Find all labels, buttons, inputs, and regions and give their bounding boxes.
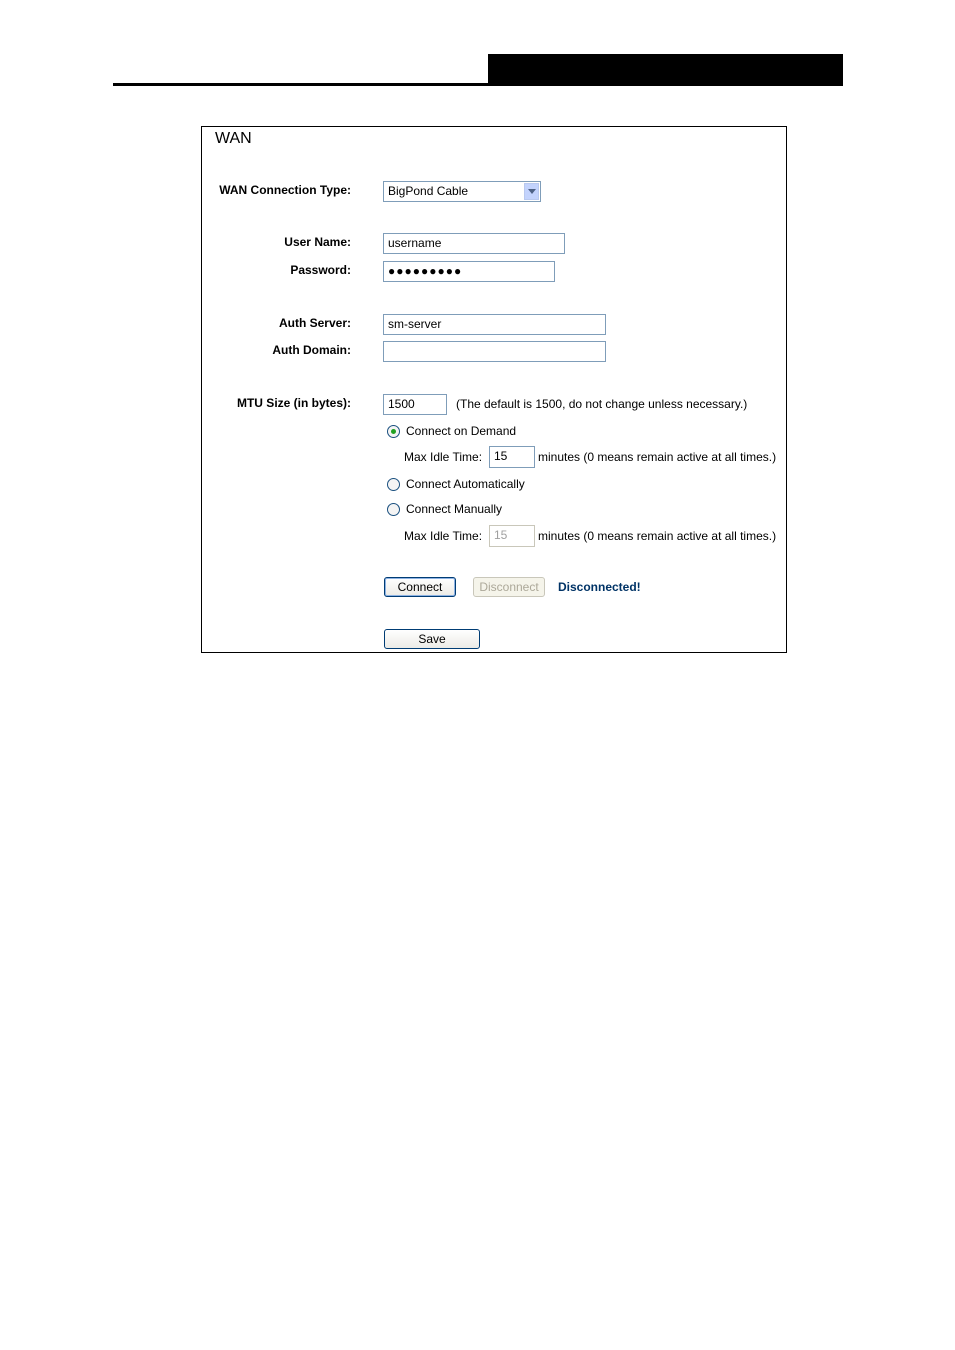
radio-connect-automatically[interactable] <box>387 478 400 491</box>
password-label: Password: <box>290 263 351 277</box>
user-name-input[interactable]: username <box>383 233 565 254</box>
radio-connect-manually[interactable] <box>387 503 400 516</box>
user-name-label: User Name: <box>284 235 351 249</box>
auth-domain-input[interactable] <box>383 341 606 362</box>
auth-server-label: Auth Server: <box>278 316 351 330</box>
auth-domain-label: Auth Domain: <box>272 343 351 357</box>
connect-on-demand-label: Connect on Demand <box>406 424 517 438</box>
wan-type-value: BigPond Cable <box>388 184 469 198</box>
disconnect-button[interactable]: Disconnect <box>473 577 545 597</box>
max-idle-input-1[interactable]: 15 <box>489 446 535 468</box>
connect-automatically-label: Connect Automatically <box>406 477 525 491</box>
connect-button[interactable]: Connect <box>384 577 456 597</box>
password-input[interactable]: ●●●●●●●●● <box>383 261 555 282</box>
wan-type-label: WAN Connection Type: <box>219 183 351 197</box>
panel-title: WAN <box>215 130 252 147</box>
radio-connect-on-demand[interactable] <box>387 425 400 438</box>
wan-type-select[interactable] <box>383 181 541 202</box>
save-button[interactable]: Save <box>384 629 480 649</box>
max-idle-input-2[interactable]: 15 <box>489 525 535 547</box>
connect-manually-label: Connect Manually <box>406 502 503 516</box>
header-bar <box>488 54 843 86</box>
mtu-label: MTU Size (in bytes): <box>236 396 351 410</box>
chevron-down-icon[interactable] <box>524 183 539 200</box>
mtu-hint: (The default is 1500, do not change unless necessary.) <box>456 397 748 411</box>
max-idle-label-1: Max Idle Time: <box>404 450 483 464</box>
mtu-input[interactable]: 1500 <box>383 394 447 415</box>
max-idle-hint-1: minutes (0 means remain active at all times.) <box>538 450 777 464</box>
max-idle-label-2: Max Idle Time: <box>404 529 483 543</box>
connection-status: Disconnected! <box>558 580 641 594</box>
auth-server-input[interactable]: sm-server <box>383 314 606 335</box>
wan-panel <box>201 126 787 653</box>
max-idle-hint-2: minutes (0 means remain active at all times.) <box>538 529 777 543</box>
